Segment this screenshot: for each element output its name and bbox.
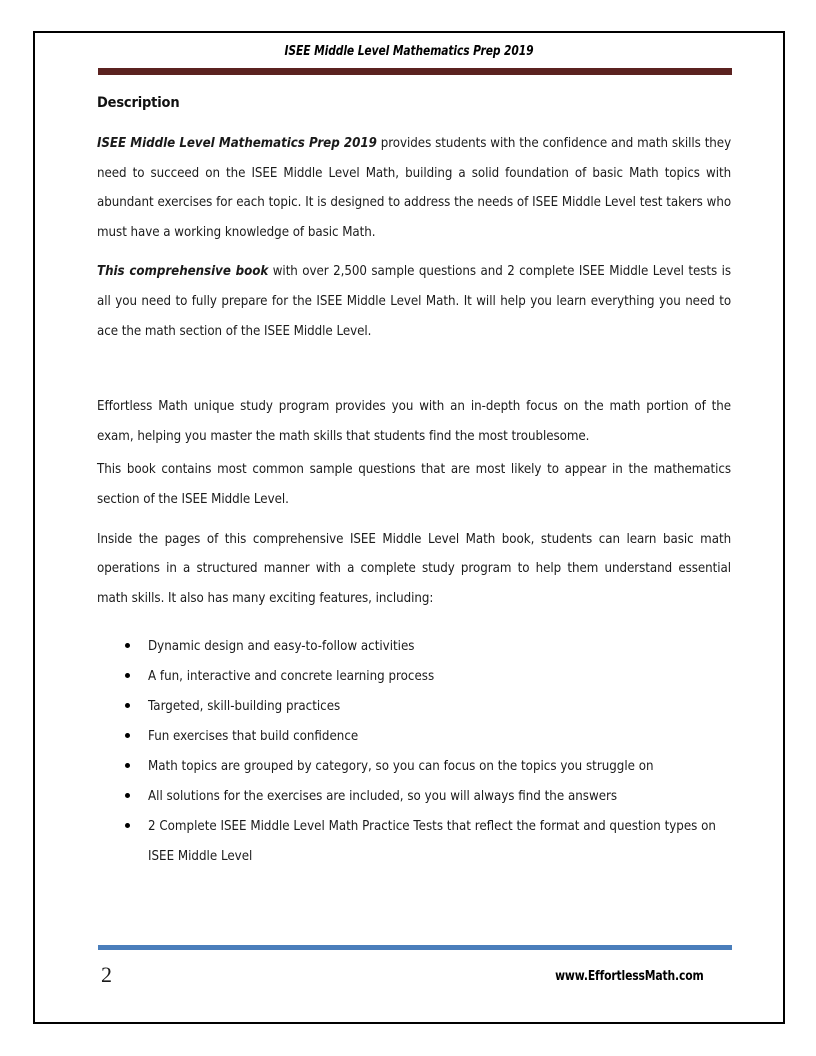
list-item-label: A fun, interactive and concrete learning process [148,668,435,685]
footer-rule [98,945,732,950]
section-heading: Description [97,95,180,111]
paragraph-3-text: Effortless Math unique study program provides you with an in-depth focus on the math portion of the exam, helping you master the math skills that students find the most troublesome. [97,398,732,444]
bullet-icon [125,703,130,708]
bullet-icon [125,793,130,798]
header-rule [98,68,732,75]
running-footer [98,962,732,996]
footer-website-url: www.EffortlessMath.com [555,968,704,984]
spacer [97,247,731,257]
list-item [97,691,731,721]
paragraph-1-text: provides students with the confidence and math skills they need to succeed on the ISEE Middle Level Math, building a solid foundation of basic Math topics with abundant exercises for each topic. It is designed to address the needs of ISEE Middle Level test takers who must have a working knowledge of basic Math. [97,135,732,240]
paragraph-5-text: Inside the pages of this comprehensive ISEE Middle Level Math book, students can learn basic math operations in a structured manner with a complete study program to help them understand essential math skills. It also has many exciting features, including: [97,530,732,606]
paragraph-2 [97,257,731,346]
spacer-large [97,346,731,392]
paragraph-2-text: with over 2,500 sample questions and 2 complete ISEE Middle Level tests is all you need to fully prepare for the ISEE Middle Level Math. It will help you learn everything you need to ace the math section of the ISEE Middle Level. [97,263,732,339]
list-item-label: Dynamic design and easy-to-follow activities [148,638,415,655]
document-page [33,31,785,1024]
list-item-label: 2 Complete ISEE Middle Level Math Practice Tests that reflect the format and question types on ISEE Middle Level [148,818,716,865]
list-item-label: Targeted, skill-building practices [148,698,341,715]
paragraph-3 [97,392,731,451]
bullet-icon [125,823,130,828]
list-item-label: Fun exercises that build confidence [148,728,359,745]
feature-list [97,631,731,871]
running-header-title: ISEE Middle Level Mathematics Prep 2019 [284,43,534,59]
document-body [97,95,731,871]
paragraph-4 [97,455,731,514]
paragraph-5 [97,525,731,614]
list-item-label: All solutions for the exercises are included, so you will always find the answers [148,788,618,805]
list-item [97,721,731,751]
page-number: 2 [101,962,112,987]
list-item [97,781,731,811]
list-item [97,811,731,871]
bullet-icon [125,763,130,768]
list-item [97,631,731,661]
paragraph-1-lead: ISEE Middle Level Mathematics Prep 2019 [97,135,377,151]
spacer [97,515,731,525]
paragraph-4-text: This book contains most common sample questions that are most likely to appear in the mathematics section of the ISEE Middle Level. [97,461,732,507]
paragraph-1 [97,129,731,247]
list-item [97,751,731,781]
bullet-icon [125,733,130,738]
list-item [97,661,731,691]
running-header [35,43,783,59]
paragraph-2-lead: This comprehensive book [97,263,269,280]
bullet-icon [125,643,130,648]
list-item-label: Math topics are grouped by category, so you can focus on the topics you struggle on [148,758,654,775]
bullet-icon [125,673,130,678]
